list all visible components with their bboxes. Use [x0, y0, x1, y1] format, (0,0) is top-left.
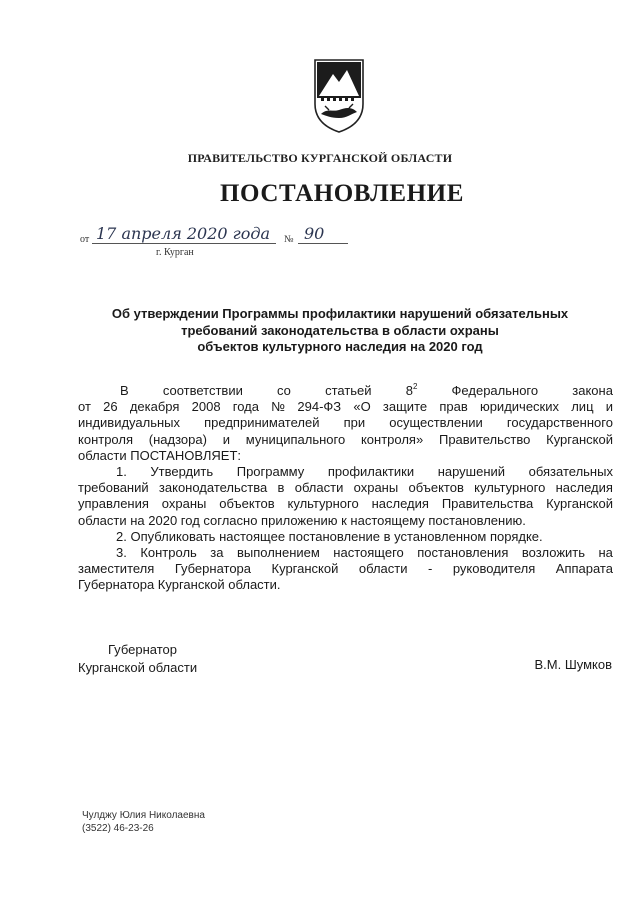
item-1-line [78, 480, 613, 496]
contact-phone: (3522) 46-23-26 [82, 823, 154, 834]
body-word: охраны [161, 496, 207, 512]
date-underline [92, 243, 276, 244]
body-word: охраны [353, 480, 399, 496]
article-superscript: 2 [412, 382, 418, 391]
contact-name: Чулджу Юлия Николаевна [82, 810, 205, 821]
body-word: лиц [571, 399, 594, 415]
body-word: заместителя [78, 561, 155, 577]
body-word: предпринимателей [204, 415, 320, 431]
item-3-line [78, 545, 613, 561]
body-word: индивидуальных [78, 415, 181, 431]
body-word: наследия [371, 496, 429, 512]
body-word: требований [78, 480, 149, 496]
body-word: прав [439, 399, 468, 415]
body-word: (надзора) [148, 431, 207, 447]
body-word: при [343, 415, 366, 431]
body-word: Курганской [271, 561, 339, 577]
body-word: объектов [219, 496, 275, 512]
body-word: Аппарата [555, 561, 613, 577]
article-number: $8^2$ [405, 382, 418, 398]
item-1-line [78, 464, 613, 480]
contact-block [82, 809, 205, 835]
body-word: - [428, 561, 433, 577]
body-word: года [232, 399, 259, 415]
body-word: Правительства [441, 496, 534, 512]
body-word: осуществлении [389, 415, 483, 431]
body-word: 3. [116, 545, 127, 561]
body-word: декабря [129, 399, 180, 415]
body-word: настоящего [333, 545, 404, 561]
body-word: государственного [506, 415, 613, 431]
body-word: культурного [474, 480, 546, 496]
kurgan-oblast-coat-of-arms-icon [307, 58, 371, 134]
item-3-last-line: Губернатора Курганской области. [78, 577, 281, 593]
body-word: культурного [287, 496, 359, 512]
signatory-title-line: Губернатор [108, 642, 177, 657]
title-line: объектов культурного наследия на 2020 год [197, 339, 483, 354]
body-word: и [605, 399, 613, 415]
title-line: Об утверждении Программы профилактики нарушений обязательных [111, 306, 569, 321]
body-word: области [294, 480, 344, 496]
body-word: в [277, 480, 285, 496]
document-title [70, 306, 610, 356]
body-word: нарушений [437, 464, 506, 480]
body-word: области [358, 561, 408, 577]
body-word: обязательных [528, 464, 613, 480]
government-name: ПРАВИТЕЛЬСТВО КУРГАНСКОЙ ОБЛАСТИ [187, 151, 453, 165]
date-handwritten: 17 апреля 2020 года [96, 224, 271, 243]
body-word: со [277, 383, 291, 398]
issue-place: г. Курган [156, 247, 194, 258]
body-word: контроля [78, 431, 133, 447]
item-1-last-line: области на 2020 год согласно приложению к настоящему постановлению. [78, 512, 526, 528]
item-3-line [78, 561, 613, 577]
body-word: 26 [103, 399, 118, 415]
body-word: руководителя [452, 561, 536, 577]
number-prefix: № [284, 234, 294, 245]
preamble-line [78, 399, 613, 415]
body-word: закона [572, 383, 613, 398]
body-word: статьей [325, 383, 372, 398]
body-word: Правительство [438, 431, 531, 447]
body-word: Курганской [546, 431, 613, 447]
body-word: защите [382, 399, 428, 415]
body-word: наследия [555, 480, 613, 496]
body-word: 294-ФЗ [297, 399, 342, 415]
signatory-title-line: Курганской области [78, 660, 198, 675]
body-word: на [598, 545, 613, 561]
body-word: объектов [408, 480, 464, 496]
body-word: № [271, 399, 286, 415]
preamble-line [78, 415, 613, 431]
body-word: от [78, 399, 91, 415]
body-word: 1. [116, 464, 127, 480]
body-word: и [222, 431, 230, 447]
body-word: законодательства [158, 480, 268, 496]
preamble-line [78, 432, 613, 448]
number-handwritten: 90 [304, 224, 325, 243]
number-underline [298, 243, 348, 244]
body-word: 2008 [191, 399, 221, 415]
body-word: В [120, 383, 129, 398]
signatory-title [78, 641, 197, 677]
body-word: Контроль [140, 545, 197, 561]
item-1-line [78, 496, 613, 512]
body-word: Губернатора [174, 561, 252, 577]
body-word: муниципального [245, 431, 346, 447]
body-word: «О [353, 399, 371, 415]
item-2-line: 2. Опубликовать настоящее постановление в установленном порядке. [116, 528, 543, 544]
body-word: Федерального [451, 383, 539, 398]
body-word: соответствии [162, 383, 243, 398]
body-word: постановления [417, 545, 509, 561]
title-line: требований законодательства в области охраны [181, 322, 499, 338]
body-word: профилактики [327, 464, 415, 480]
body-word: управления [78, 496, 149, 512]
document-body [78, 383, 613, 594]
preamble-first-line [78, 383, 613, 399]
body-word: Курганской [546, 496, 613, 512]
body-word: юридических [479, 399, 559, 415]
body-word: Утвердить [150, 464, 214, 480]
signatory-name: В.М. Шумков [534, 657, 612, 672]
body-word: контроля» [360, 431, 424, 447]
preamble-last-line: области ПОСТАНОВЛЯЕТ: [78, 447, 241, 463]
document-type-heading: ПОСТАНОВЛЕНИЕ [219, 180, 465, 207]
date-prefix: от [80, 234, 90, 245]
body-word: выполнением [236, 545, 320, 561]
body-word: Программу [236, 464, 305, 480]
body-word: возложить [521, 545, 586, 561]
body-word: за [210, 545, 224, 561]
